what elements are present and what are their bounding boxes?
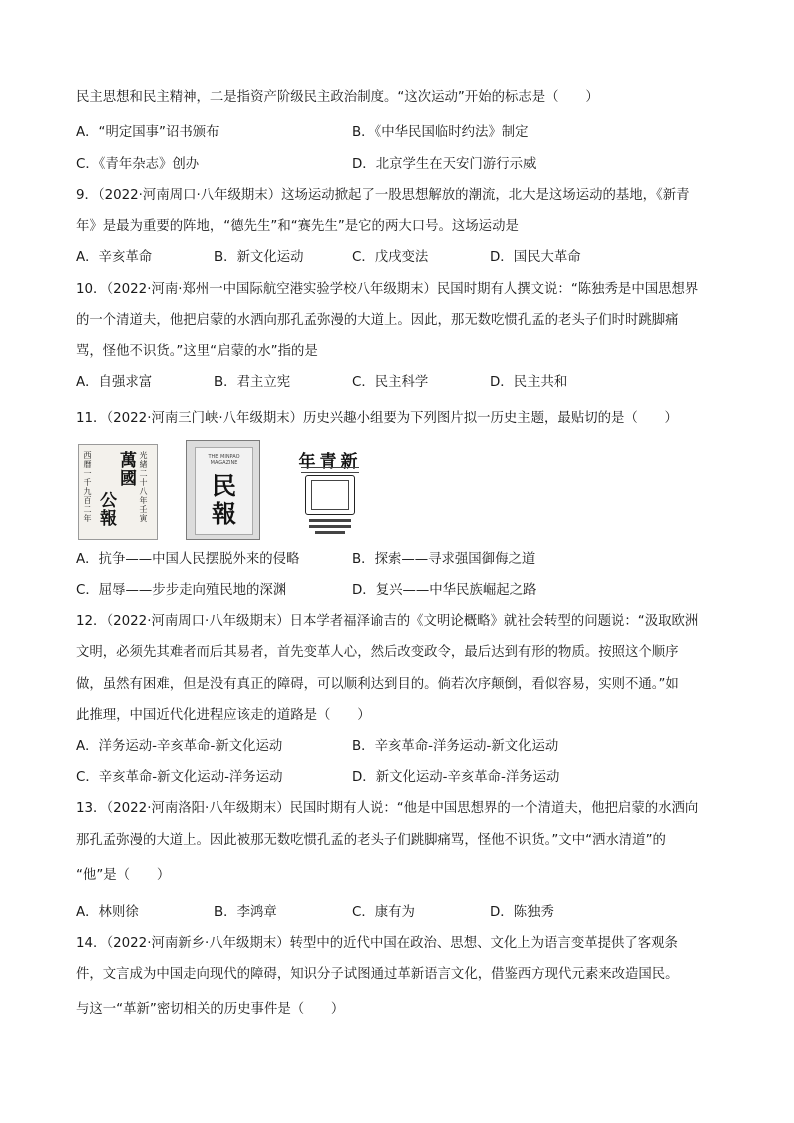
wanguo-left-caption: 西曆一千九百二年 [83,451,92,523]
q12-option-b[interactable]: B．辛亥革命-洋务运动-新文化运动 [352,739,559,754]
q11-option-a[interactable]: A．抗争——中国人民摆脱外来的侵略 [76,552,300,567]
q11-stem: 11．（2022·河南三门峡·八年级期末）历史兴趣小组要为下列图片拟一历史主题，最贴切的是（ ） [76,411,678,426]
q9-stem-line2: 年》是最为重要的阵地，“德先生”和“赛先生”是它的两大口号。这场运动是 [76,219,519,234]
minbao-title-1: 民 [212,471,236,500]
q10-stem-line3: 骂，怪他不识货。”这里“启蒙的水”指的是 [76,344,318,359]
xinqingnian-text-block [315,531,345,534]
q13-option-d[interactable]: D．陈独秀 [490,905,554,920]
q8-option-d[interactable]: D．北京学生在天安门游行示威 [352,157,537,172]
minbao-header: THE MINPAO MAGAZINE [208,454,240,466]
q13-option-a[interactable]: A．林则徐 [76,905,139,920]
q13-stem-line2: 那孔孟弥漫的大道上。因此被那无数吃惯孔孟的老头子们跳脚痛骂，怪他不识货。”文中“洒水清道”的 [76,833,666,848]
q12-stem-line1: 12．（2022·河南周口·八年级期末）日本学者福泽谕吉的《文明论概略》就社会转型的问题说：“汲取欧洲 [76,614,699,629]
q12-option-d[interactable]: D．新文化运动-辛亥革命-洋务运动 [352,770,560,785]
minbao-image [186,440,260,540]
q13-option-c[interactable]: C．康有为 [352,905,415,920]
wanguo-main-col2: 公報 [96,491,116,527]
q14-stem-line2: 件，文言成为中国走向现代的障碍，知识分子试图通过革新语言文化，借鉴西方现代元素来改造国民。 [76,967,679,982]
q14-stem-line1: 14．（2022·河南新乡·八年级期末）转型中的近代中国在政治、思想、文化上为语言变革提供了客观条 [76,936,678,951]
q11-option-b[interactable]: B．探索——寻求强国御侮之道 [352,552,536,567]
q9-stem-line1: 9．（2022·河南周口·八年级期末）这场运动掀起了一股思想解放的潮流，北大是这场运动的基地，《新青 [76,188,690,203]
q13-stem-line3: “他”是（ ） [76,868,171,883]
q10-option-d[interactable]: D．民主共和 [490,375,568,390]
q9-option-a[interactable]: A．辛亥革命 [76,250,153,265]
wanguo-gongbao-image [78,444,158,540]
minbao-cover [195,447,253,535]
xinqingnian-text-block [309,525,351,528]
q13-stem-line1: 13．（2022·河南洛阳·八年级期末）民国时期有人说：“他是中国思想界的一个清道夫，他把启蒙的水洒向 [76,801,699,816]
q13-option-b[interactable]: B．李鸿章 [214,905,277,920]
q8-option-c[interactable]: C．《青年杂志》创办 [76,157,200,172]
minbao-title-2: 報 [212,499,236,528]
q14-stem-line3: 与这一“革新”密切相关的历史事件是（ ） [76,1002,345,1017]
q11-option-c[interactable]: C．屈辱——步步走向殖民地的深渊 [76,583,287,598]
xinqingnian-ornament-inner [311,480,349,510]
q8-option-b[interactable]: B．《中华民国临时约法》制定 [352,125,529,140]
xinqingnian-rule [301,467,359,473]
q10-stem-line1: 10．（2022·河南·郑州一中国际航空港实验学校八年级期末）民国时期有人撰文说：“陈独秀是中国思想界 [76,282,699,297]
wanguo-right-caption: 光緒二十八年壬寅 [139,451,148,523]
q12-stem-line3: 做，虽然有困难，但是没有真正的障碍，可以顺利达到目的。倘若次序颠倒，看似容易，实则不通。”如 [76,677,679,692]
q8-stem-tail: 民主思想和民主精神，二是指资产阶级民主政治制度。“这次运动”开始的标志是（ ） [76,90,599,105]
q10-option-b[interactable]: B．君主立宪 [214,375,291,390]
xinqingnian-text-block [309,519,351,522]
q9-option-b[interactable]: B．新文化运动 [214,250,304,265]
q12-option-c[interactable]: C．辛亥革命-新文化运动-洋务运动 [76,770,283,785]
q9-option-d[interactable]: D．国民大革命 [490,250,581,265]
q10-option-a[interactable]: A．自强求富 [76,375,153,390]
q8-option-a[interactable]: A．“明定国事”诏书颁布 [76,125,220,140]
q10-stem-line2: 的一个清道夫，他把启蒙的水洒向那孔孟弥漫的大道上。因此，那无数吃惯孔孟的老头子们时时跳脚痛 [76,313,679,328]
q12-stem-line4: 此推理，中国近代化进程应该走的道路是（ ） [76,708,371,723]
wanguo-main-col1: 萬國 [116,451,136,487]
q9-option-c[interactable]: C．戊戌变法 [352,250,429,265]
xinqingnian-image [295,447,365,537]
q10-option-c[interactable]: C．民主科学 [352,375,429,390]
q12-stem-line2: 文明，必须先其难者而后其易者，首先变革人心，然后改变政令，最后达到有形的物质。按照这个顺序 [76,645,679,660]
q11-option-d[interactable]: D．复兴——中华民族崛起之路 [352,583,537,598]
q12-option-a[interactable]: A．洋务运动-辛亥革命-新文化运动 [76,739,283,754]
xinqingnian-title: 年青新 [298,452,362,472]
